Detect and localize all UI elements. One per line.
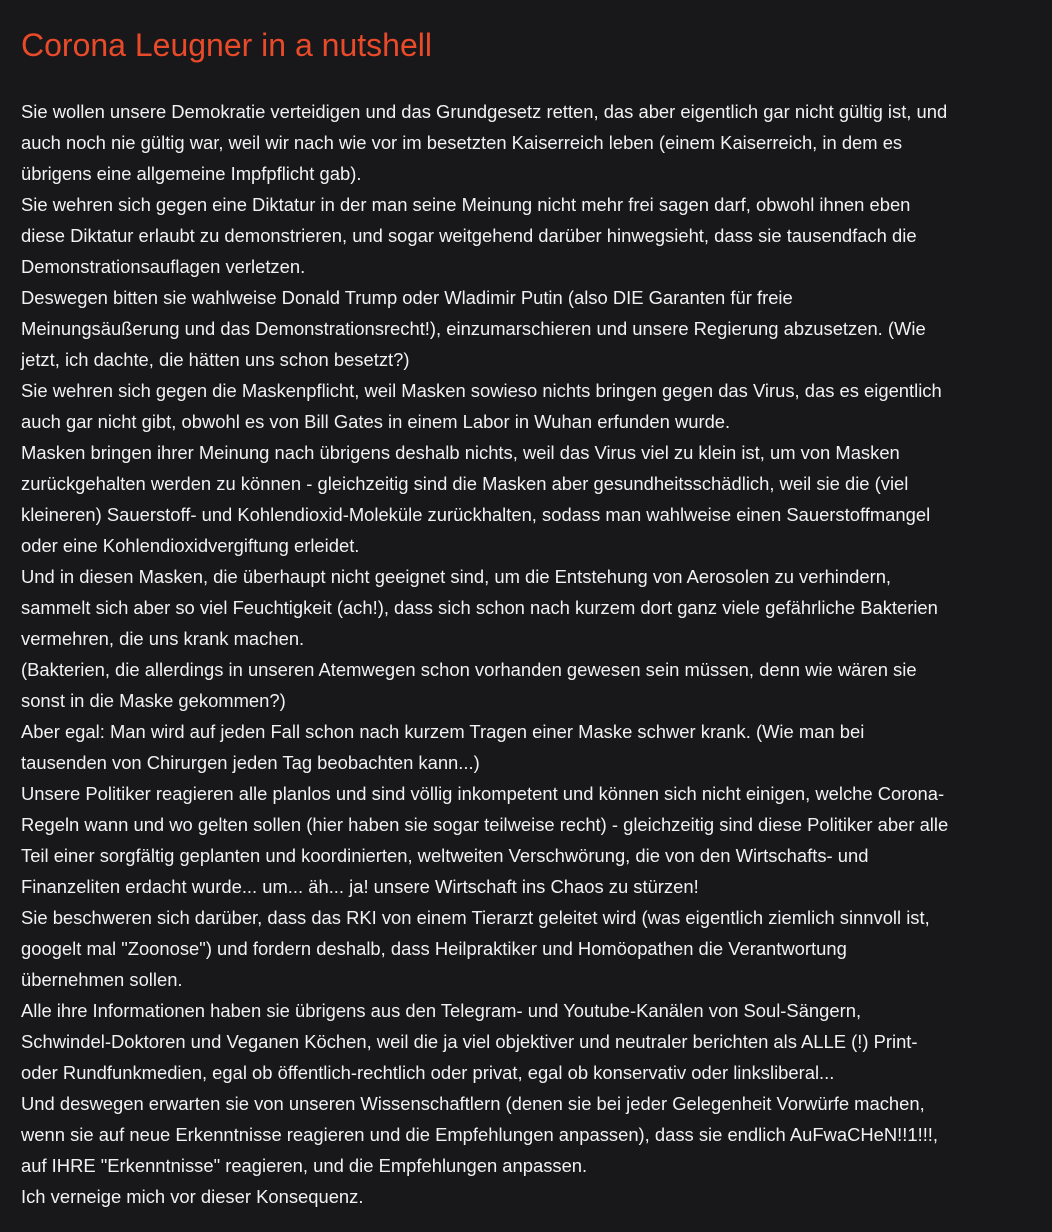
text-line: vermehren, die uns krank machen. [21, 628, 305, 649]
text-line: jetzt, ich dachte, die hätten uns schon besetzt?) [21, 349, 410, 370]
paragraph [21, 716, 1032, 778]
text-line: (Bakterien, die allerdings in unseren Atemwegen schon vorhanden gewesen sein müssen, denn wie wären sie [21, 659, 917, 680]
paragraph [21, 1181, 1032, 1212]
text-line: Und deswegen erwarten sie von unseren Wissenschaftlern (denen sie bei jeder Gelegenheit Vorwürfe machen, [21, 1093, 925, 1114]
text-line: Sie wollen unsere Demokratie verteidigen und das Grundgesetz retten, das aber eigentlich gar nicht gültig ist, und [21, 101, 948, 122]
text-line: Meinungsäußerung und das Demonstrationsrecht!), einzumarschieren und unsere Regierung abzusetzen. (Wie [21, 318, 926, 339]
text-line: übernehmen sollen. [21, 969, 183, 990]
paragraph [21, 1088, 1032, 1181]
paragraph [21, 282, 1032, 375]
text-line: auf IHRE "Erkenntnisse" reagieren, und die Empfehlungen anpassen. [21, 1155, 588, 1176]
text-line: tausenden von Chirurgen jeden Tag beobachten kann...) [21, 752, 480, 773]
text-line: sammelt sich aber so viel Feuchtigkeit (ach!), dass sich schon nach kurzem dort ganz viele gefährliche Bakterien [21, 597, 938, 618]
text-line: Demonstrationsauflagen verletzen. [21, 256, 306, 277]
paragraph [21, 778, 1032, 902]
text-line: Alle ihre Informationen haben sie übrigens aus den Telegram- und Youtube-Kanälen von Soul-Sängern, [21, 1000, 862, 1021]
paragraph [21, 561, 1032, 654]
article-body [21, 96, 1032, 1212]
text-line: übrigens eine allgemeine Impfpflicht gab). [21, 163, 362, 184]
paragraph [21, 375, 1032, 437]
text-line: Regeln wann und wo gelten sollen (hier haben sie sogar teilweise recht) - gleichzeitig sind diese Politiker aber alle [21, 814, 949, 835]
text-line: zurückgehalten werden zu können - gleichzeitig sind die Masken aber gesundheitsschädlich, weil sie die (viel [21, 473, 909, 494]
text-line: Unsere Politiker reagieren alle planlos und sind völlig inkompetent und können sich nicht einigen, welche Corona- [21, 783, 945, 804]
text-line: sonst in die Maske gekommen?) [21, 690, 286, 711]
text-line: auch gar nicht gibt, obwohl es von Bill Gates in einem Labor in Wuhan erfunden wurde. [21, 411, 731, 432]
text-line: Deswegen bitten sie wahlweise Donald Trump oder Wladimir Putin (also DIE Garanten für freie [21, 287, 793, 308]
article-title: Corona Leugner in a nutshell [21, 27, 432, 63]
text-line: Teil einer sorgfältig geplanten und koordinierten, weltweiten Verschwörung, die von den Wirtschafts- und [21, 845, 869, 866]
text-line: Schwindel-Doktoren und Veganen Köchen, weil die ja viel objektiver und neutraler berichten als ALLE (!) Print- [21, 1031, 918, 1052]
text-line: wenn sie auf neue Erkenntnisse reagieren und die Empfehlungen anpassen), dass sie endlich AuFwaCHeN!!1!!!, [21, 1124, 939, 1145]
paragraph [21, 902, 1032, 995]
paragraph [21, 96, 1032, 189]
paragraph [21, 654, 1032, 716]
text-line: googelt mal "Zoonose") und fordern deshalb, dass Heilpraktiker und Homöopathen die Verantwortung [21, 938, 847, 959]
paragraph [21, 995, 1032, 1088]
text-line: Sie wehren sich gegen eine Diktatur in der man seine Meinung nicht mehr frei sagen darf, obwohl ihnen eben [21, 194, 911, 215]
text-line: kleineren) Sauerstoff- und Kohlendioxid-Moleküle zurückhalten, sodass man wahlweise einen Sauerstoffmangel [21, 504, 931, 525]
text-line: Ich verneige mich vor dieser Konsequenz. [21, 1186, 364, 1207]
text-line: Und in diesen Masken, die überhaupt nicht geeignet sind, um die Entstehung von Aerosolen zu verhindern, [21, 566, 892, 587]
paragraph [21, 189, 1032, 282]
text-line: Finanzeliten erdacht wurde... um... äh... ja! unsere Wirtschaft ins Chaos zu stürzen! [21, 876, 699, 897]
text-line: Sie wehren sich gegen die Maskenpflicht, weil Masken sowieso nichts bringen gegen das Virus, das es eigentlich [21, 380, 942, 401]
text-line: oder Rundfunkmedien, egal ob öffentlich-rechtlich oder privat, egal ob konservativ oder linksliberal... [21, 1062, 835, 1083]
text-line: auch noch nie gültig war, weil wir nach wie vor im besetzten Kaiserreich leben (einem Kaiserreich, in dem es [21, 132, 903, 153]
text-line: diese Diktatur erlaubt zu demonstrieren, und sogar weitgehend darüber hinwegsieht, dass sie tausendfach die [21, 225, 917, 246]
text-line: Aber egal: Man wird auf jeden Fall schon nach kurzem Tragen einer Maske schwer krank. (Wie man bei [21, 721, 865, 742]
text-line: Masken bringen ihrer Meinung nach übrigens deshalb nichts, weil das Virus viel zu klein ist, um von Masken [21, 442, 900, 463]
text-line: Sie beschweren sich darüber, dass das RKI von einem Tierarzt geleitet wird (was eigentlich ziemlich sinnvoll ist, [21, 907, 930, 928]
paragraph [21, 437, 1032, 561]
text-line: oder eine Kohlendioxidvergiftung erleidet. [21, 535, 360, 556]
